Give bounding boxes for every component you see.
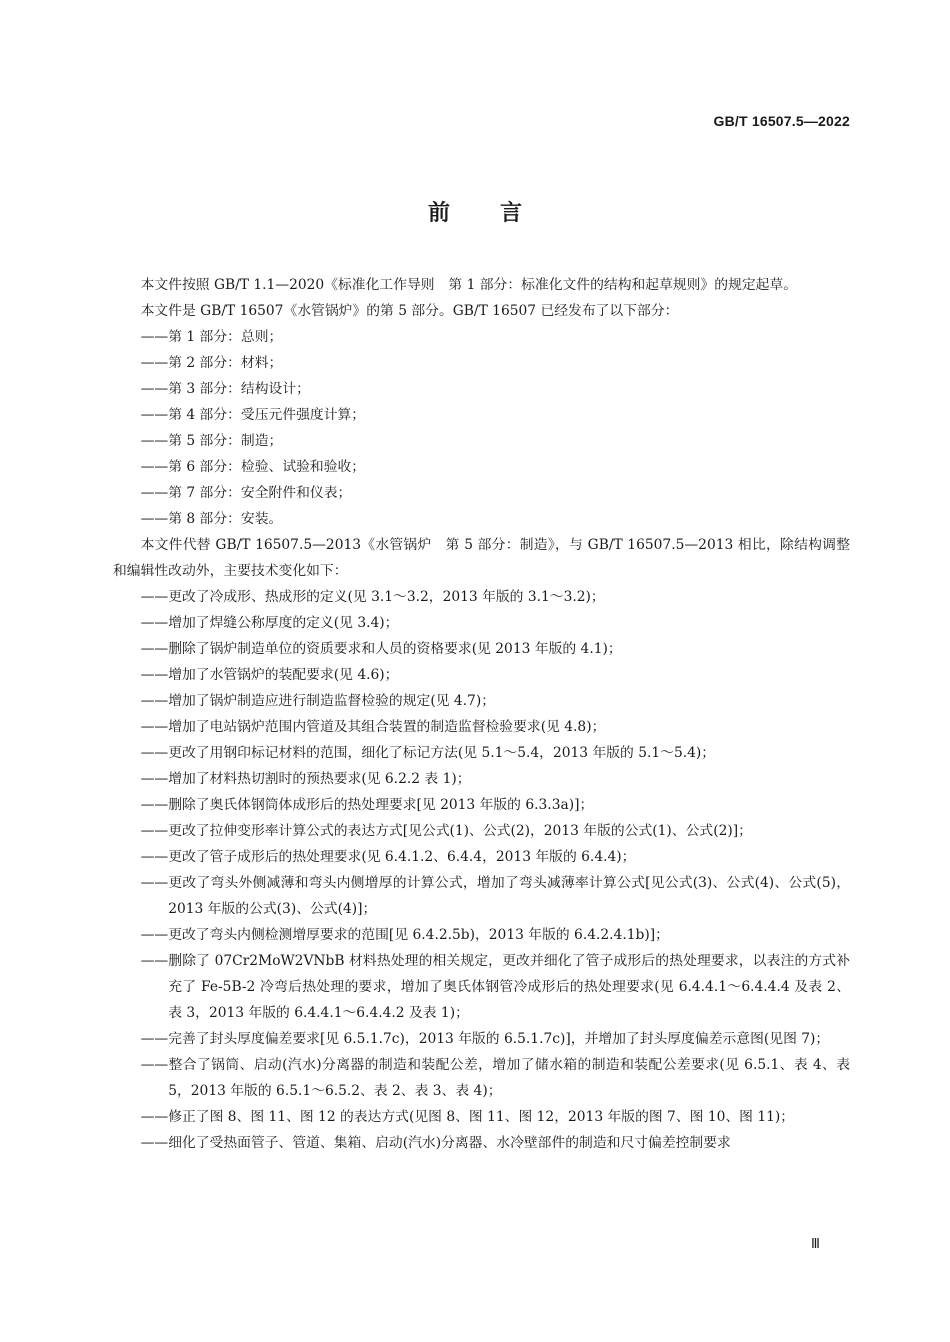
changes-list [113, 584, 850, 1156]
list-item: ——第 3 部分：结构设计； [140, 381, 310, 397]
list-item: ——更改了管子成形后的热处理要求(见 6.4.1.2、6.4.4，2013 年版的 6.4.4)； [140, 849, 636, 865]
list-item: ——增加了水管锅炉的装配要求(见 4.6)； [140, 667, 399, 683]
list-item: ——第 2 部分：材料； [140, 355, 283, 371]
page-title: 前言 [427, 201, 572, 226]
list-item: ——完善了封头厚度偏差要求[见 6.5.1.7c)，2013 年版的 6.5.1.7c)]，并增加了封头厚度偏差示意图(见图 7)； [140, 1031, 830, 1047]
list-item: ——增加了焊缝公称厚度的定义(见 3.4)； [140, 615, 399, 631]
list-item: ——第 7 部分：安全附件和仪表； [140, 485, 352, 501]
list-item: ——更改了用钢印标记材料的范围，细化了标记方法(见 5.1～5.4，2013 年版的 5.1～5.4)； [140, 745, 716, 761]
list-item: ——第 4 部分：受压元件强度计算； [140, 407, 366, 423]
list-item: ——第 5 部分：制造； [140, 433, 283, 449]
list-item: ——第 6 部分：检验、试验和验收； [140, 459, 366, 475]
list-item: ——更改了弯头外侧减薄和弯头内侧增厚的计算公式，增加了弯头减薄率计算公式[见公式(3)、公式(4)、公式(5)，2013 年版的公式(3)、公式(4)]； [140, 875, 850, 917]
list-item: ——增加了锅炉制造应进行制造监督检验的规定(见 4.7)； [140, 693, 496, 709]
list-item: ——整合了锅筒、启动(汽水)分离器的制造和装配公差，增加了储水箱的制造和装配公差要求(见 6.5.1、表 4、表 5，2013 年版的 6.5.1～6.5.2、表 2、表 3、表 4)； [140, 1057, 850, 1099]
list-item: ——第 8 部分：安装。 [140, 511, 283, 527]
intro-paragraph-1: 本文件按照 GB/T 1.1—2020《标准化工作导则 第 1 部分：标准化文件的结构和起草规则》的规定起草。 [140, 277, 798, 293]
intro-paragraph-2: 本文件是 GB/T 16507《水管锅炉》的第 5 部分。GB/T 16507 已经发布了以下部分： [140, 303, 679, 319]
standard-number: GB/T 16507.5—2022 [713, 113, 850, 129]
list-item: ——更改了冷成形、热成形的定义(见 3.1～3.2，2013 年版的 3.1～3.2)； [140, 589, 605, 605]
list-item: ——细化了受热面管子、管道、集箱、启动(汽水)分离器、水冷壁部件的制造和尺寸偏差控制要求 [140, 1135, 731, 1151]
list-item: ——修正了图 8、图 11、图 12 的表达方式(见图 8、图 11、图 12，2013 年版的图 7、图 10、图 11)； [140, 1109, 795, 1125]
replace-paragraph: 本文件代替 GB/T 16507.5—2013《水管锅炉 第 5 部分：制造》，与 GB/T 16507.5—2013 相比，除结构调整和编辑性改动外，主要技术变化如下： [113, 537, 850, 579]
list-item: ——删除了锅炉制造单位的资质要求和人员的资格要求(见 2013 年版的 4.1)； [140, 641, 622, 657]
document-body [113, 272, 850, 1156]
list-item: ——第 1 部分：总则； [140, 329, 283, 345]
list-item: ——增加了电站锅炉范围内管道及其组合装置的制造监督检验要求(见 4.8)； [140, 719, 606, 735]
page-number: Ⅲ [811, 1237, 820, 1252]
list-item: ——删除了 07Cr2MoW2VNbB 材料热处理的相关规定，更改并细化了管子成形后的热处理要求，以表注的方式补充了 Fe-5B-2 冷弯后热处理的要求，增加了奥氏体钢管冷成形后的热处理要求(见 6.4.4.1～6.4.4.4 及表 2、表 3，2013 年版的 6.4.4.1～6.4.4.2 及表 1)； [140, 953, 850, 1021]
list-item: ——更改了拉伸变形率计算公式的表达方式[见公式(1)、公式(2)，2013 年版的公式(1)、公式(2)]； [140, 823, 752, 839]
parts-list [113, 324, 850, 532]
list-item: ——删除了奥氏体钢筒体成形后的热处理要求[见 2013 年版的 6.3.3a)]； [140, 797, 594, 813]
list-item: ——增加了材料热切割时的预热要求(见 6.2.2 表 1)； [140, 771, 471, 787]
list-item: ——更改了弯头内侧检测增厚要求的范围[见 6.4.2.5b)，2013 年版的 6.4.2.4.1b)]； [140, 927, 669, 943]
